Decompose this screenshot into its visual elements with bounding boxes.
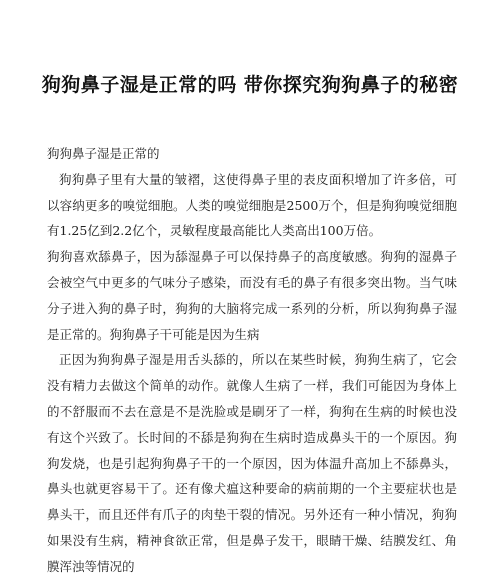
paragraph-dry-nose-illness: 正因为狗狗鼻子湿是用舌头舔的，所以在某些时候，狗狗生病了，它会没有精力去做这个简单的动作。就像人生病了一样，我们可能因为身体上的不舒服而不去在意是不是洗脸或是刷牙了一样，狗狗在生病的时候也没有这个兴致了。长时间的不舔是狗狗在生病时造成鼻头干的一个原因。狗狗发烧，也是引起狗狗鼻子干的一个原因，因为体温升高加上不舔鼻头，鼻头也就更容易干了。还有像犬瘟这种要命的病前期的一个主要症状也是鼻头干，而且还伴有爪子的肉垫干裂的情况。另外还有一种小情况，狗狗如果没有生病，精神食欲正常，但是鼻子发干，眼睛干燥、结膜发红、角膜浑浊等情况的 — [47, 352, 457, 574]
article-title: 狗狗鼻子湿是正常的吗 带你探究狗狗鼻子的秘密 — [41, 74, 459, 96]
section-heading-wet-nose-normal: 狗狗鼻子湿是正常的 — [47, 146, 160, 161]
article-body — [47, 141, 457, 580]
paragraph-licking-nose: 狗狗喜欢舔鼻子，因为舔湿鼻子可以保持鼻子的高度敏感。狗狗的湿鼻子会被空气中更多的气味分子感染，而没有毛的鼻子有很多突出物。当气味分子进入狗的鼻子时，狗狗的大脑将完成一系列的分析，所以狗狗鼻子湿是正常的。狗狗鼻子干可能是因为生病 — [47, 249, 457, 342]
paragraph-smell-cells: 狗狗鼻子里有大量的皱褶，这使得鼻子里的表皮面积增加了许多倍，可以容纳更多的嗅觉细胞。人类的嗅觉细胞是2500万个，但是狗狗嗅觉细胞有1.25亿到2.2亿个，灵敏程度最高能比人类高出100万倍。 — [47, 171, 457, 239]
